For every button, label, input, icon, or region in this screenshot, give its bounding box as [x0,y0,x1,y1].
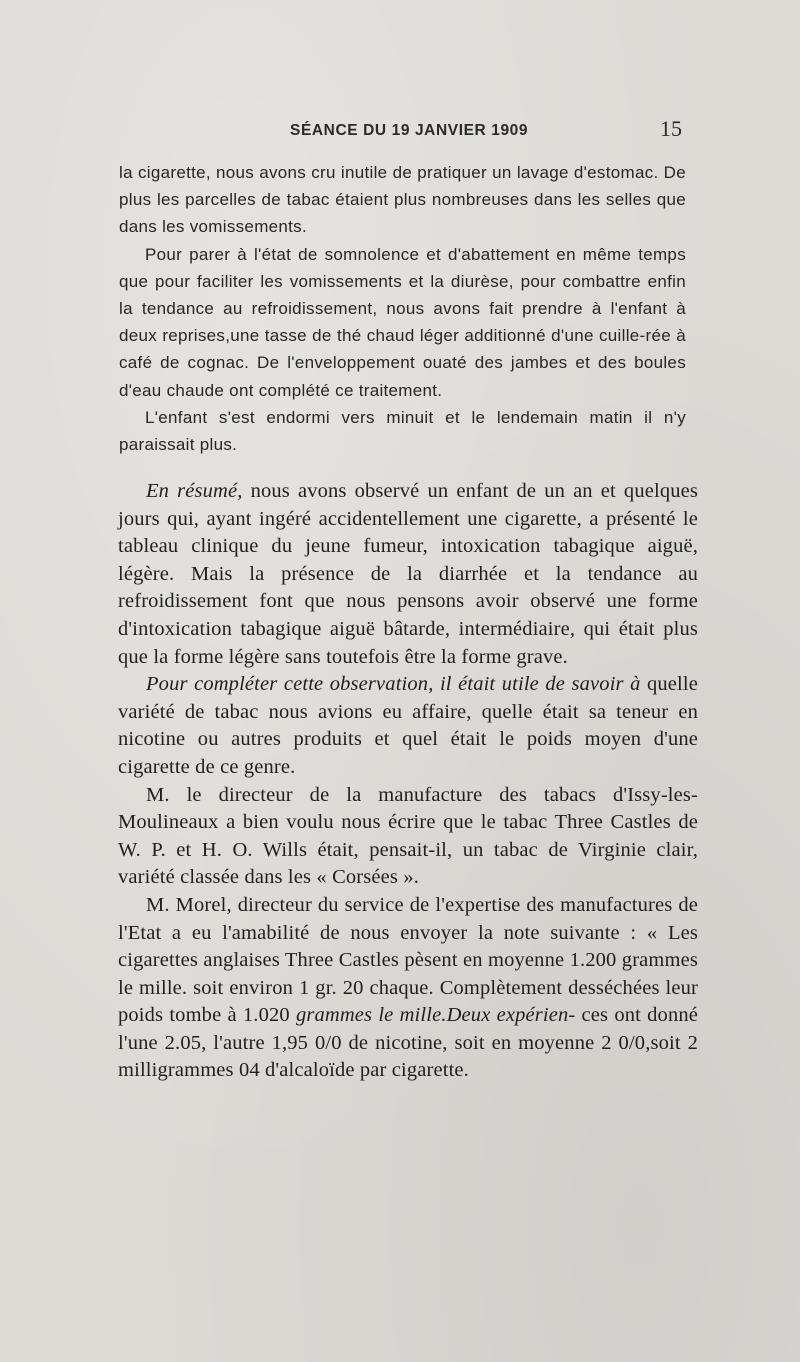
summary-paragraph-1-text: nous avons observé un enfant de un an et quelques jours qui, ayant ingéré accidentellement une cigarette, a présenté le tableau clinique du jeune fumeur, intoxication tabagique aiguë, légère. Mais la présence de la diarrhée et la tendance au refroidissement font que nous pensons avoir observé une forme d'intoxication tabagique aiguë bâtarde, intermédiaire, qui était plus que la forme légère sans toutefois être la forme grave. [118,480,698,668]
summary-paragraph-1 [118,478,698,671]
summary-paragraph-2-text: quelle variété de tabac nous avions eu affaire, quelle était sa teneur en nicotine ou autres produits et quel était le poids moyen d'une cigarette de ce genre. [118,673,698,778]
page-number: 15 [660,116,682,141]
summary-paragraph-4-italic: grammes le mille.Deux expérien- [295,1004,576,1027]
running-head: SÉANCE DU 19 JANVIER 1909 [290,122,529,139]
summary-paragraph-4 [118,892,698,1085]
paragraph-2: Pour parer à l'état de somnolence et d'abattement en même temps que pour faciliter les vomissements et la diurèse, pour combattre enfin la tendance au refroidissement, nous avons fait prendre à l'enfant à deux reprises,une tasse de thé chaud léger additionné d'une cuille-rée à café de cognac. De l'enveloppement ouaté des jambes et des boules d'eau chaude ont complété ce traitement. [119,244,686,400]
summary-paragraph-3: M. le directeur de la manufacture des tabacs d'Issy-les-Moulineaux a bien voulu nous écrire que le tabac Three Castles de W. P. et H. O. Wills était, pensait-il, un tabac de Virginie clair, variété classée dans les « Corsées ». [118,783,698,889]
summary-paragraph-4-text-a: M. Morel, directeur du service de l'expertise des manufactures de l'Etat a eu l'amabilité de nous envoyer la note suivante : « Les cigarettes anglaises Three Castles pèsent en moyenne 1.200 grammes le mille. soit environ 1 gr. 20 chaque. Complètement desséchées leur poids tombe à 1.020 [118,893,698,1027]
summary-paragraph-2 [118,671,698,781]
summary-paragraph-4-text-b: ces ont donné l'une 2.05, l'autre 1,95 0/0 de nicotine, soit en moyenne 2 0/0,soit 2 milligrammes 04 d'alcaloïde par cigarette. [118,1004,698,1082]
summary-block [118,478,698,1085]
body-text-block [119,159,686,458]
paragraph-3: L'enfant s'est endormi vers minuit et le lendemain matin il n'y paraissait plus. [119,407,686,455]
paragraph-1: la cigarette, nous avons cru inutile de pratiquer un lavage d'estomac. De plus les parcelles de tabac étaient plus nombreuses dans les selles que dans les vomissements. [119,163,686,237]
summary-lead-italic: En résumé, [146,480,243,502]
page-header [118,116,686,148]
summary-paragraph-2-italic: Pour compléter cette observation, il était utile de savoir à [146,673,641,696]
